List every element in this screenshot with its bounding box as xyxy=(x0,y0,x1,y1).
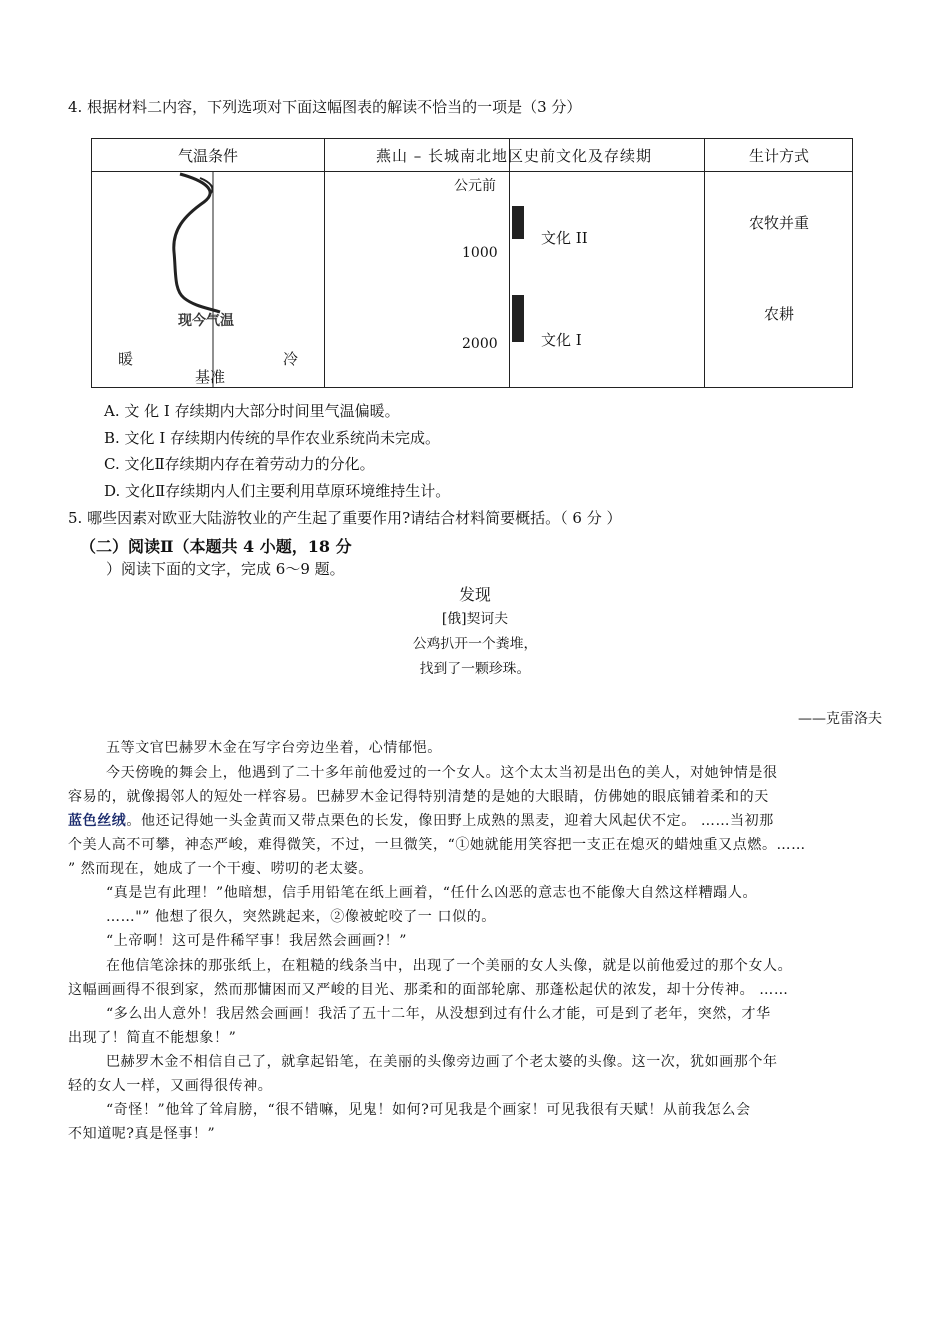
story-author: [俄]契诃夫 xyxy=(441,611,509,627)
culture-1-bar xyxy=(512,295,524,342)
baseline-label: 基准 xyxy=(195,368,226,386)
option-c: C. 文化Ⅱ存续期内存在着劳动力的分化。 xyxy=(104,455,375,473)
livelihood-1: 农牧并重 xyxy=(748,214,809,232)
highlighted-phrase: 蓝色丝绒 xyxy=(68,813,127,829)
story-line: 在他信笔涂抹的那张纸上，在粗糙的线条当中，出现了一个美丽的女人头像，就是以前他爱过的那个女人。 xyxy=(106,958,793,974)
table-divider xyxy=(324,139,325,387)
story-line: “奇怪！”他耸了耸肩膀，“很不错嘛，见鬼！如何?可见我是个画家！可见我很有天赋！从前我怎么会 xyxy=(106,1102,751,1118)
story-line: 个美人高不可攀，神态严峻，难得微笑，不过，一旦微笑，“①她就能用笑容把一支正在熄灭的蜡烛重又点燃。…… xyxy=(68,837,806,853)
culture-2-bar xyxy=(512,206,524,239)
option-d: D. 文化Ⅱ存续期内人们主要利用草原环境维持生计。 xyxy=(104,482,451,500)
epigraph-line-2: 找到了一颗珍珠。 xyxy=(419,661,531,677)
story-line: “真是岂有此理！”他暗想，信手用铅笔在纸上画着，“任什么凶恶的意志也不能像大自然这样糟蹋人。 xyxy=(106,885,758,901)
story-line: “多么出人意外！我居然会画画！我活了五十二年，从没想到过有什么才能，可是到了老年，突然，才华 xyxy=(106,1006,771,1022)
story-line: 今天傍晚的舞会上，他遇到了二十多年前他爱过的一个女人。这个太太当初是出色的美人，对她钟情是很 xyxy=(106,765,778,781)
story-line: ……"” 他想了很久，突然跳起来，②像被蛇咬了一 口似的。 xyxy=(106,909,496,925)
header-culture: 燕山 – 长城南北地区史前文化及存续期 xyxy=(375,147,653,165)
question-4-stem: 4. 根据材料二内容，下列选项对下面这幅图表的解读不恰当的一项是（3 分） xyxy=(68,98,582,116)
story-line xyxy=(68,810,774,830)
option-a: A. 文 化 I 存续期内大部分时间里气温偏暖。 xyxy=(104,402,400,420)
table-divider xyxy=(704,139,705,387)
story-line: ” 然而现在，她成了一个干瘦、唠叨的老太婆。 xyxy=(68,861,373,877)
story-line: 出现了！简直不能想象！” xyxy=(68,1030,237,1046)
epigraph-line-1: 公鸡扒开一个粪堆， xyxy=(412,636,538,652)
question-5: 5. 哪些因素对欧亚大陆游牧业的产生起了重要作用?请结合材料简要概括。（ 6 分 ） xyxy=(68,509,622,527)
story-line: “上帝啊！这可是件稀罕事！我居然会画画?！” xyxy=(106,933,408,949)
option-b: B. 文化 I 存续期内传统的旱作农业系统尚未完成。 xyxy=(104,429,441,447)
culture-climate-table xyxy=(91,138,853,388)
story-line: 容易的，就像揭邻人的短处一样容易。巴赫罗木金记得特别清楚的是她的大眼睛，仿佛她的眼底铺着柔和的天 xyxy=(68,789,769,805)
story-title: 发现 xyxy=(459,585,491,604)
epigraph-source: ——克雷洛夫 xyxy=(798,711,882,727)
culture-2-label: 文化 II xyxy=(541,229,588,247)
header-temperature: 气温条件 xyxy=(177,147,238,165)
tick-2000: 2000 xyxy=(462,336,498,352)
current-temp-label: 现今气温 xyxy=(178,313,234,329)
story-line-text: 。他还记得她一头金黄而又带点栗色的长发，像田野上成熟的黑麦，迎着大风起伏不定。 ……当初那 xyxy=(126,813,774,829)
table-divider xyxy=(509,139,510,387)
header-livelihood: 生计方式 xyxy=(748,147,809,165)
story-line: 这幅画画得不很到家，然而那慵困而又严峻的目光、那柔和的面部轮廓、那蓬松起伏的浓发，却十分传神。 …… xyxy=(68,982,789,998)
section-2-instruction: ）阅读下面的文字，完成 6～9 题。 xyxy=(106,560,345,578)
culture-1-label: 文化 I xyxy=(541,331,582,349)
story-line: 巴赫罗木金不相信自己了，就拿起铅笔，在美丽的头像旁边画了个老太婆的头像。这一次，犹如画那个年 xyxy=(106,1054,778,1070)
livelihood-2: 农耕 xyxy=(763,305,794,323)
cold-label: 冷 xyxy=(283,350,299,368)
story-line: 五等文官巴赫罗木金在写字台旁边坐着，心情郁悒。 xyxy=(106,740,442,756)
story-line: 轻的女人一样，又画得很传神。 xyxy=(68,1078,273,1094)
section-2-heading: （二）阅读Ⅱ（本题共 4 小题，18 分 xyxy=(80,537,352,556)
story-line: 不知道呢?真是怪事！” xyxy=(68,1126,216,1142)
era-label: 公元前 xyxy=(454,178,496,194)
warm-label: 暖 xyxy=(118,350,134,368)
tick-1000: 1000 xyxy=(462,245,498,261)
